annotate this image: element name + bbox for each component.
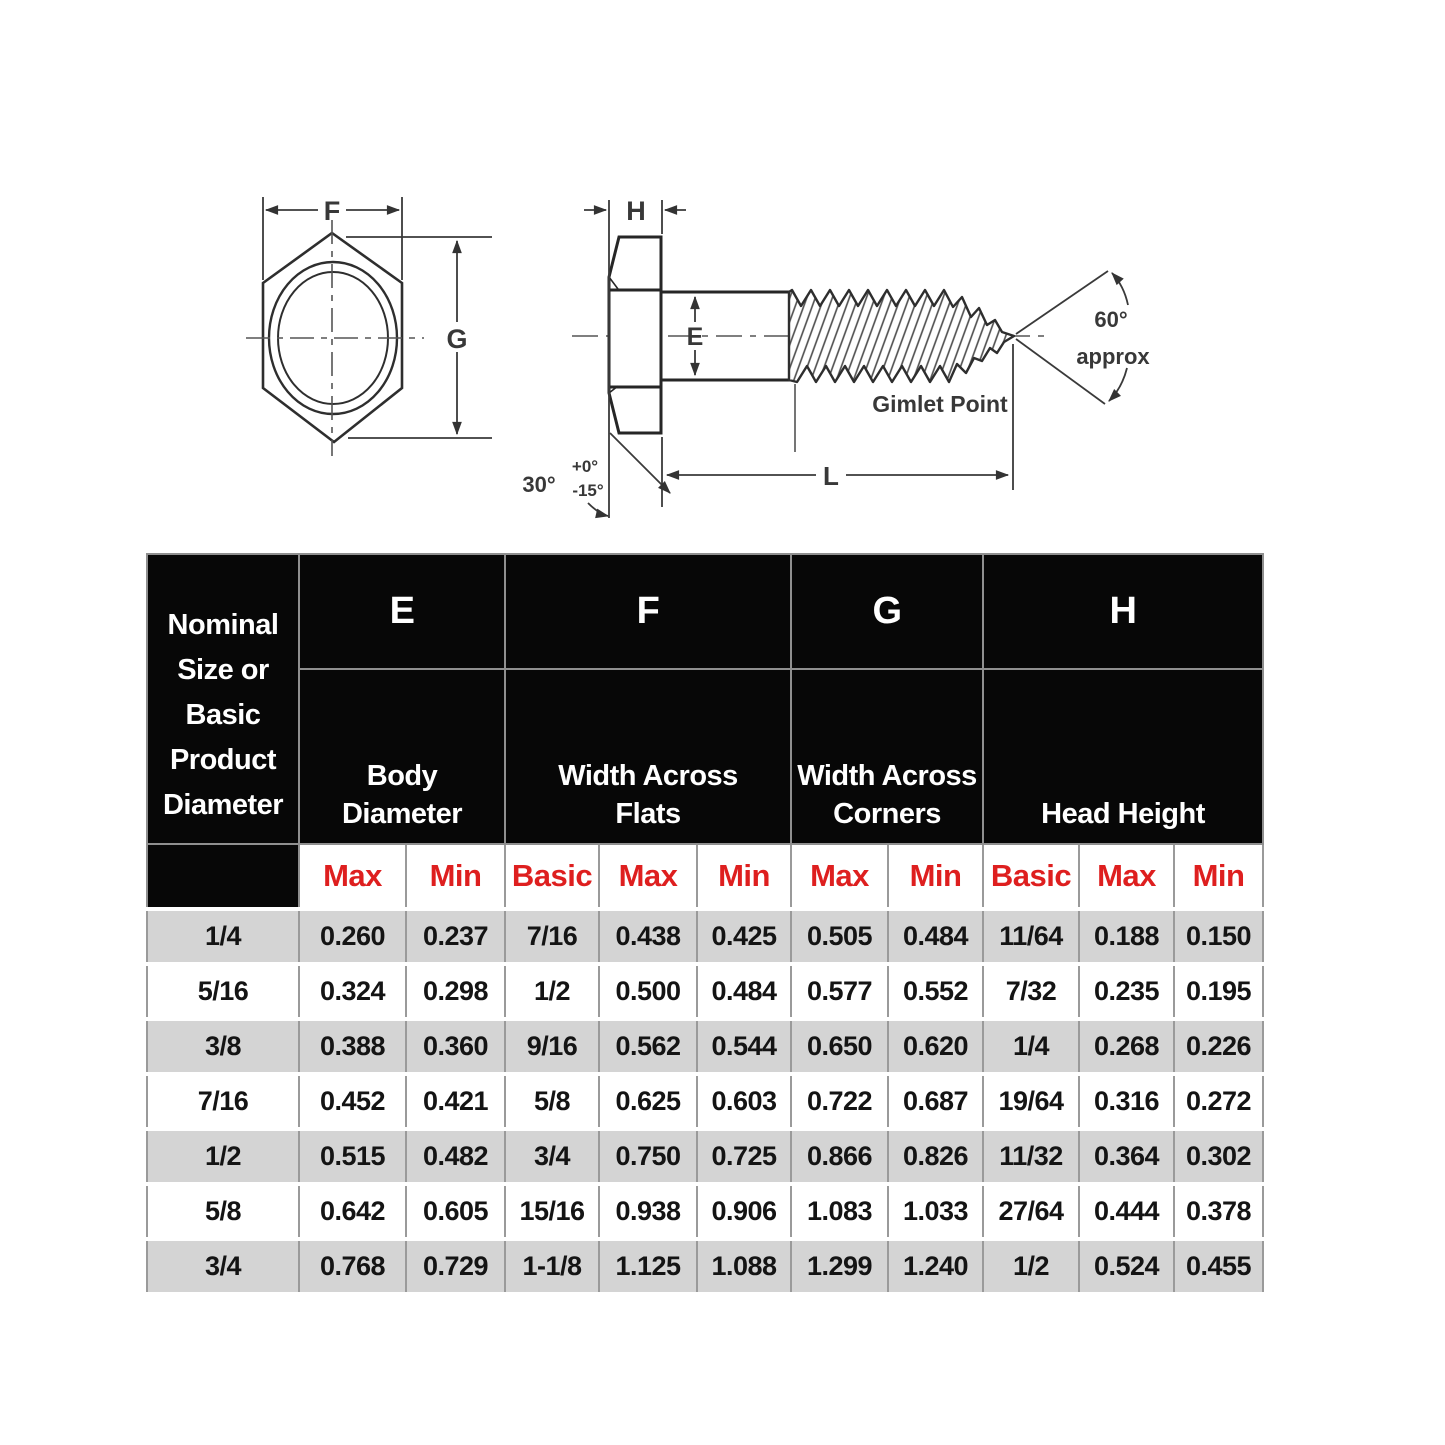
table-cell: 0.605 [406,1184,505,1239]
subheader-row [147,844,1263,909]
subcol-f-max: Max [599,844,697,909]
dim-label-f: F [323,196,341,226]
table-cell: 15/16 [505,1184,599,1239]
table-cell: 0.866 [791,1129,888,1184]
dim-label-g: G [446,324,468,354]
subcol-f-min: Min [697,844,791,909]
header-row-names [147,669,1263,844]
table-cell: 0.938 [599,1184,697,1239]
head-chamfer-callout [588,433,670,516]
gimlet-point-label: Gimlet Point [872,391,1008,417]
group-name-line: Diameter [341,798,463,830]
table-cell: 1.083 [791,1184,888,1239]
table-row [147,909,1263,964]
table-cell: 19/64 [983,1074,1079,1129]
chamfer-circle-outer [269,262,397,414]
table-cell: 1.125 [599,1239,697,1294]
group-name-line: Width Across [797,760,977,792]
table-cell: 0.484 [697,964,791,1019]
table-cell: 0.482 [406,1129,505,1184]
table-cell: 0.452 [299,1074,406,1129]
point-angle-callout [1016,271,1128,404]
table-cell: 0.544 [697,1019,791,1074]
table-cell: 0.421 [406,1074,505,1129]
table-cell: 1-1/8 [505,1239,599,1294]
table-cell: 1.299 [791,1239,888,1294]
table-cell: 1/2 [983,1239,1079,1294]
table-cell: 0.226 [1174,1019,1263,1074]
table-cell: 0.364 [1079,1129,1174,1184]
point-angle-approx: approx [1076,344,1150,369]
table-row [147,1019,1263,1074]
table-cell: 0.444 [1079,1184,1174,1239]
table-cell: 0.577 [791,964,888,1019]
table-cell: 0.750 [599,1129,697,1184]
group-name-head-height [983,669,1263,844]
table-cell: 0.725 [697,1129,791,1184]
col-group-g: G [791,554,983,669]
table-row [147,1129,1263,1184]
lag-screw-diagram [0,0,1445,560]
table-cell: 27/64 [983,1184,1079,1239]
group-name-width-across-flats [505,669,791,844]
table-cell: 0.687 [888,1074,983,1129]
dim-label-e: E [686,323,704,351]
table-cell: 0.906 [697,1184,791,1239]
table-cell: 0.642 [299,1184,406,1239]
corner-line: Product [169,744,277,776]
subcol-g-max: Max [791,844,888,909]
table-row [147,1074,1263,1129]
table-cell: 1/2 [505,964,599,1019]
table-cell: 0.729 [406,1239,505,1294]
col-group-e: E [299,554,505,669]
table-cell: 0.768 [299,1239,406,1294]
table-cell: 0.235 [1079,964,1174,1019]
corner-line: Diameter [162,789,284,821]
table-row [147,1239,1263,1294]
table-cell: 11/32 [983,1129,1079,1184]
group-name-line: Corners [833,798,941,830]
table-cell: 0.826 [888,1129,983,1184]
table-cell: 0.650 [791,1019,888,1074]
table-cell: 0.272 [1174,1074,1263,1129]
table-cell: 0.500 [599,964,697,1019]
table-cell: 0.298 [406,964,505,1019]
table-cell: 0.316 [1079,1074,1174,1129]
table-cell: 0.603 [697,1074,791,1129]
col-group-f: F [505,554,791,669]
table-cell: 1.033 [888,1184,983,1239]
corner-line: Nominal [167,609,279,641]
lag-screw-drawing [0,0,1445,560]
table-cell: 0.302 [1174,1129,1263,1184]
subcol-e-max: Max [299,844,406,909]
threaded-body [789,290,1014,382]
subcol-f-basic: Basic [505,844,599,909]
point-angle-label: 60° [1094,307,1128,332]
table-cell: 0.438 [599,909,697,964]
table-cell: 0.378 [1174,1184,1263,1239]
table-cell: 9/16 [505,1019,599,1074]
table-cell: 0.620 [888,1019,983,1074]
table-cell: 3/4 [505,1129,599,1184]
head-angle-label: 30° [522,472,556,497]
cell-size: 5/16 [147,964,299,1019]
table-cell: 0.552 [888,964,983,1019]
table-cell: 11/64 [983,909,1079,964]
hex-head-side-view [609,237,661,433]
table-cell: 1.088 [697,1239,791,1294]
dim-label-l: L [823,461,839,491]
group-name-line: Head Height [1041,798,1205,830]
cell-size: 3/8 [147,1019,299,1074]
head-angle-tol-plus: +0° [571,457,599,476]
group-name-line: Flats [615,798,681,830]
corner-blank [147,844,299,909]
table-cell: 0.324 [299,964,406,1019]
table-cell: 0.195 [1174,964,1263,1019]
table-cell: 0.268 [1079,1019,1174,1074]
table-cell: 0.625 [599,1074,697,1129]
table-cell: 0.237 [406,909,505,964]
group-name-line: Body [366,760,438,792]
group-name-width-across-corners [791,669,983,844]
table-cell: 1/4 [983,1019,1079,1074]
table-cell: 0.455 [1174,1239,1263,1294]
table-cell: 7/32 [983,964,1079,1019]
table-cell: 0.524 [1079,1239,1174,1294]
table-cell: 1.240 [888,1239,983,1294]
header-row-letters [147,554,1263,669]
spec-table-container [146,553,1264,1296]
corner-line: Size or [177,654,269,686]
table-row [147,964,1263,1019]
table-cell: 0.515 [299,1129,406,1184]
table-cell: 7/16 [505,909,599,964]
table-cell: 0.360 [406,1019,505,1074]
group-name-body-diameter [299,669,505,844]
table-cell: 0.188 [1079,909,1174,964]
table-cell: 0.505 [791,909,888,964]
subcol-g-min: Min [888,844,983,909]
corner-line: Basic [185,699,261,731]
table-row [147,1184,1263,1239]
spec-table [146,553,1264,1296]
table-cell: 0.150 [1174,909,1263,964]
head-angle-tol-minus: -15° [572,481,604,500]
front-view-centerlines [246,220,424,456]
dim-label-h: H [626,196,646,226]
subcol-h-min: Min [1174,844,1263,909]
cell-size: 1/4 [147,909,299,964]
subcol-h-basic: Basic [983,844,1079,909]
table-cell: 5/8 [505,1074,599,1129]
table-cell: 0.425 [697,909,791,964]
cell-size: 7/16 [147,1074,299,1129]
cell-size: 5/8 [147,1184,299,1239]
subcol-h-max: Max [1079,844,1174,909]
table-cell: 0.484 [888,909,983,964]
cell-size: 3/4 [147,1239,299,1294]
corner-header [147,554,299,844]
col-group-h: H [983,554,1263,669]
table-cell: 0.562 [599,1019,697,1074]
subcol-e-min: Min [406,844,505,909]
table-cell: 0.260 [299,909,406,964]
table-cell: 0.722 [791,1074,888,1129]
group-name-line: Width Across [558,760,738,792]
table-cell: 0.388 [299,1019,406,1074]
cell-size: 1/2 [147,1129,299,1184]
